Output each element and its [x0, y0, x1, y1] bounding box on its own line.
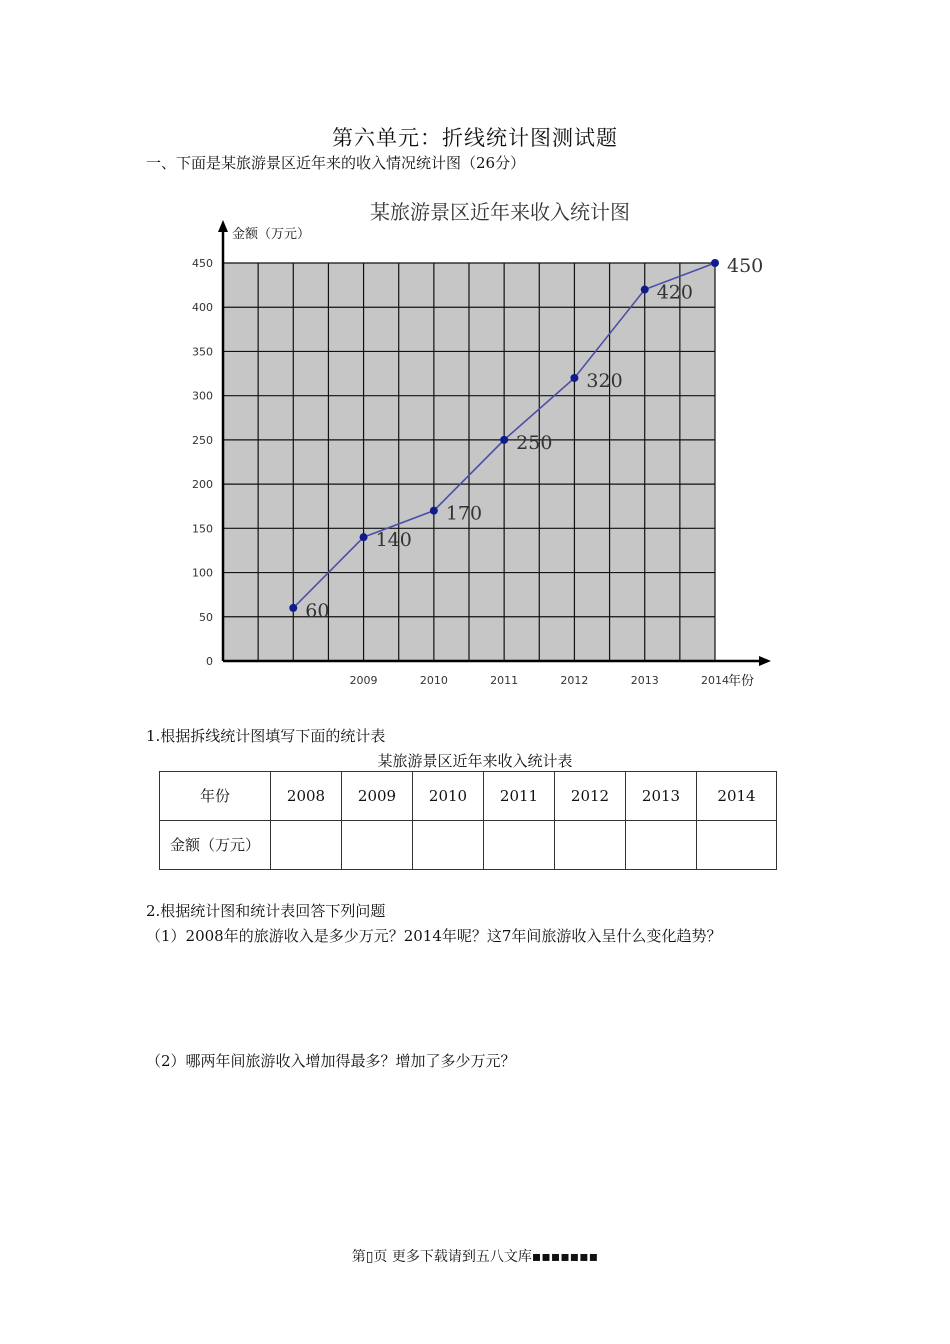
year-cell: 2014	[697, 772, 777, 821]
x-axis-label: 年份	[728, 674, 755, 689]
table-row	[160, 821, 777, 870]
question-2-part-2: （2）哪两年间旅游收入增加得最多？增加了多少万元？	[146, 1052, 516, 1070]
y-tick-label: 150	[192, 522, 213, 536]
line-chart	[170, 192, 780, 702]
data-label: 60	[305, 599, 330, 622]
answer-cell[interactable]	[342, 821, 413, 870]
y-axis-arrow	[218, 220, 228, 232]
x-axis-arrow	[759, 656, 771, 666]
x-tick-label: 2012	[560, 674, 589, 687]
data-label: 250	[516, 431, 553, 454]
data-label: 140	[375, 529, 412, 552]
data-point	[500, 436, 508, 444]
answer-cell[interactable]	[697, 821, 777, 870]
page-footer: 第▯页 更多下载请到五八文库▪︎▪︎▪︎▪︎▪︎▪︎▪︎	[351, 1249, 599, 1265]
question-2: 2.根据统计图和统计表回答下列问题	[146, 902, 386, 920]
year-cell: 2010	[413, 772, 484, 821]
answer-cell[interactable]	[555, 821, 626, 870]
data-label: 170	[445, 502, 483, 525]
answer-cell[interactable]	[413, 821, 484, 870]
y-tick-label: 200	[192, 478, 213, 492]
y-tick-label: 400	[192, 301, 213, 315]
data-label: 450	[727, 255, 764, 277]
year-cell: 2012	[555, 772, 626, 821]
data-point	[289, 604, 297, 612]
y-tick-label: 100	[192, 566, 213, 580]
y-tick-label: 450	[192, 257, 213, 270]
y-axis-label: 金额（万元）	[232, 227, 311, 242]
table-caption: 某旅游景区近年来收入统计表	[377, 752, 573, 770]
x-tick-labels	[350, 674, 729, 687]
data-label: 420	[656, 281, 693, 304]
data-point	[641, 286, 649, 294]
statistics-table	[159, 771, 777, 870]
question-2-part-1: （1）2008年的旅游收入是多少万元？2014年呢？这7年间旅游收入呈什么变化趋势？	[146, 927, 722, 945]
y-tick-label: 0	[206, 655, 213, 668]
question-1: 1.根据拆线统计图填写下面的统计表	[146, 727, 386, 745]
data-point	[430, 507, 438, 515]
section-heading: 一、下面是某旅游景区近年来的收入情况统计图（26分）	[146, 154, 526, 172]
y-tick-labels	[192, 257, 213, 668]
x-tick-label: 2009	[349, 674, 378, 687]
y-tick-label: 50	[199, 610, 213, 624]
year-cell: 2013	[626, 772, 697, 821]
x-tick-label: 2014	[701, 674, 729, 687]
data-label: 320	[586, 369, 623, 392]
year-cell: 2009	[342, 772, 413, 821]
answer-cell[interactable]	[271, 821, 342, 870]
data-point	[360, 533, 368, 541]
x-tick-label: 2010	[419, 674, 448, 687]
data-point	[711, 259, 719, 267]
x-tick-label: 2013	[630, 674, 659, 687]
table-row	[160, 772, 777, 821]
answer-cell[interactable]	[484, 821, 555, 870]
chart-title: 某旅游景区近年来收入统计图	[370, 200, 630, 224]
data-point	[570, 374, 578, 382]
year-cell: 2008	[271, 772, 342, 821]
answer-cell[interactable]	[626, 821, 697, 870]
page-title: 第六单元：折线统计图测试题	[332, 126, 618, 150]
x-tick-label: 2011	[490, 674, 519, 687]
header-cell-year: 年份	[160, 772, 271, 821]
header-cell-amount: 金额（万元）	[160, 821, 271, 870]
y-tick-label: 250	[192, 433, 213, 447]
y-tick-label: 300	[192, 389, 213, 403]
year-cell: 2011	[484, 772, 555, 821]
y-tick-label: 350	[192, 345, 213, 359]
